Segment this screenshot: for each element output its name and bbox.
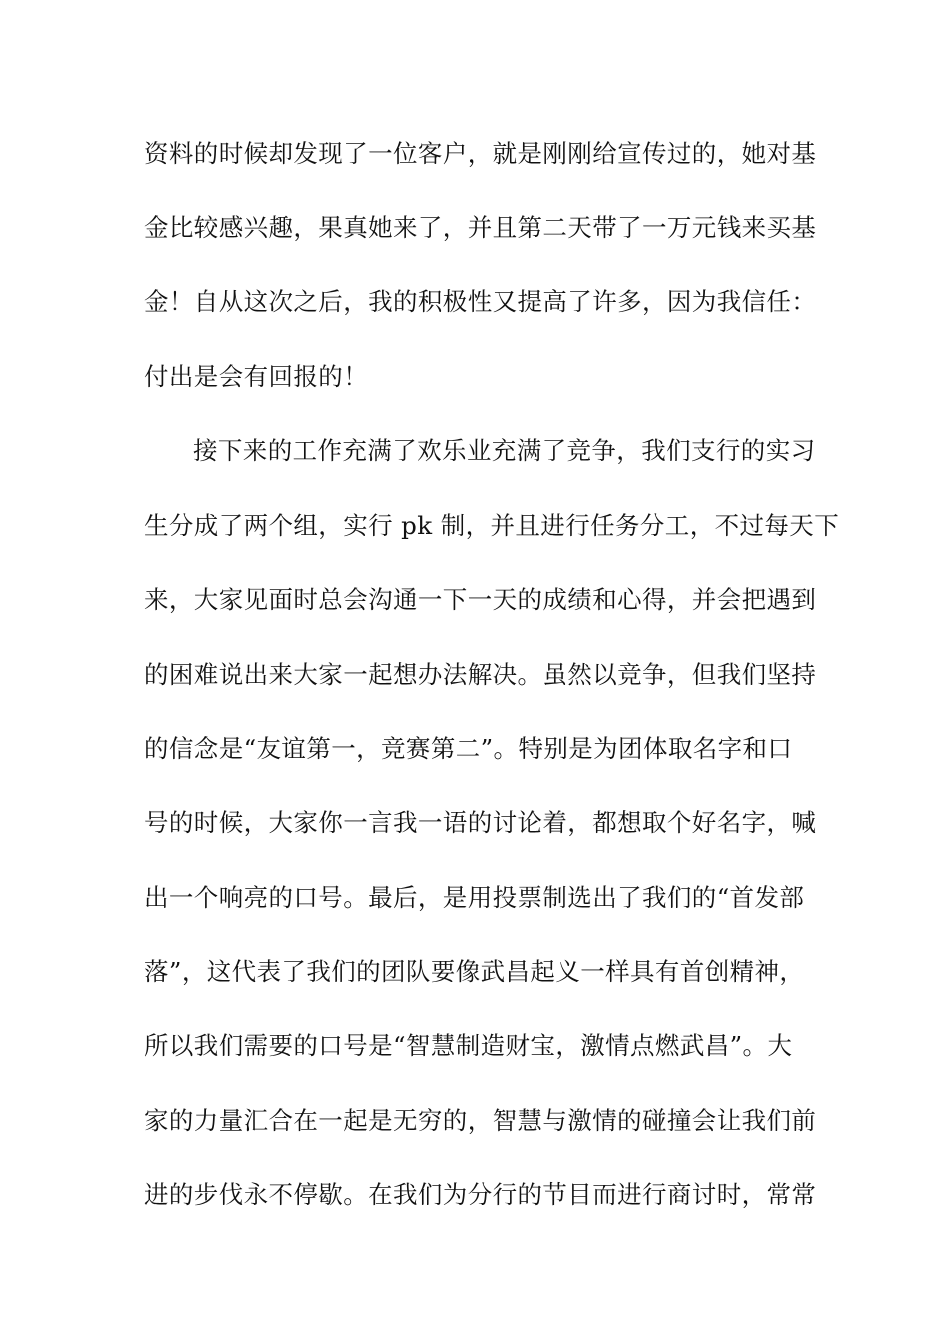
text-line: 所以我们需要的口号是“智慧制造财宝，激情点燃武昌”。大 xyxy=(144,1031,793,1060)
text-line: 的困难说出来大家一起想办法解决。虽然以竞争，但我们坚持 xyxy=(144,660,817,689)
text-line: 出一个响亮的口号。最后，是用投票制选出了我们的“首发部 xyxy=(144,883,805,912)
text-line: 资料的时候却发现了一位客户，就是刚刚给宣传过的，她对基 xyxy=(144,139,817,168)
text-line: 付出是会有回报的！ xyxy=(144,362,369,391)
text-line: 进的步伐永不停歇。在我们为分行的节目而进行商讨时，常常 xyxy=(144,1180,817,1209)
text-line: 落”，这代表了我们的团队要像武昌起义一样具有首创精神， xyxy=(144,957,805,986)
text-line: 来，大家见面时总会沟通一下一天的成绩和心得，并会把遇到 xyxy=(144,585,817,614)
text-line: 的信念是“友谊第一，竞赛第二”。特别是为团体取名字和口 xyxy=(144,734,793,763)
paragraph-first-line: 接下来的工作充满了欢乐业充满了竞争，我们支行的实习 xyxy=(193,436,816,465)
text-line: 家的力量汇合在一起是无穷的，智慧与激情的碰撞会让我们前 xyxy=(144,1106,817,1135)
text-line: 金！自从这次之后，我的积极性又提高了许多，因为我信任： xyxy=(144,287,817,316)
text-line: 金比较感兴趣，果真她来了，并且第二天带了一万元钱来买基 xyxy=(144,213,817,242)
text-line: 生分成了两个组，实行 pk 制，并且进行任务分工，不过每天下 xyxy=(144,511,840,540)
text-line: 号的时候，大家你一言我一语的讨论着，都想取个好名字，喊 xyxy=(144,808,817,837)
